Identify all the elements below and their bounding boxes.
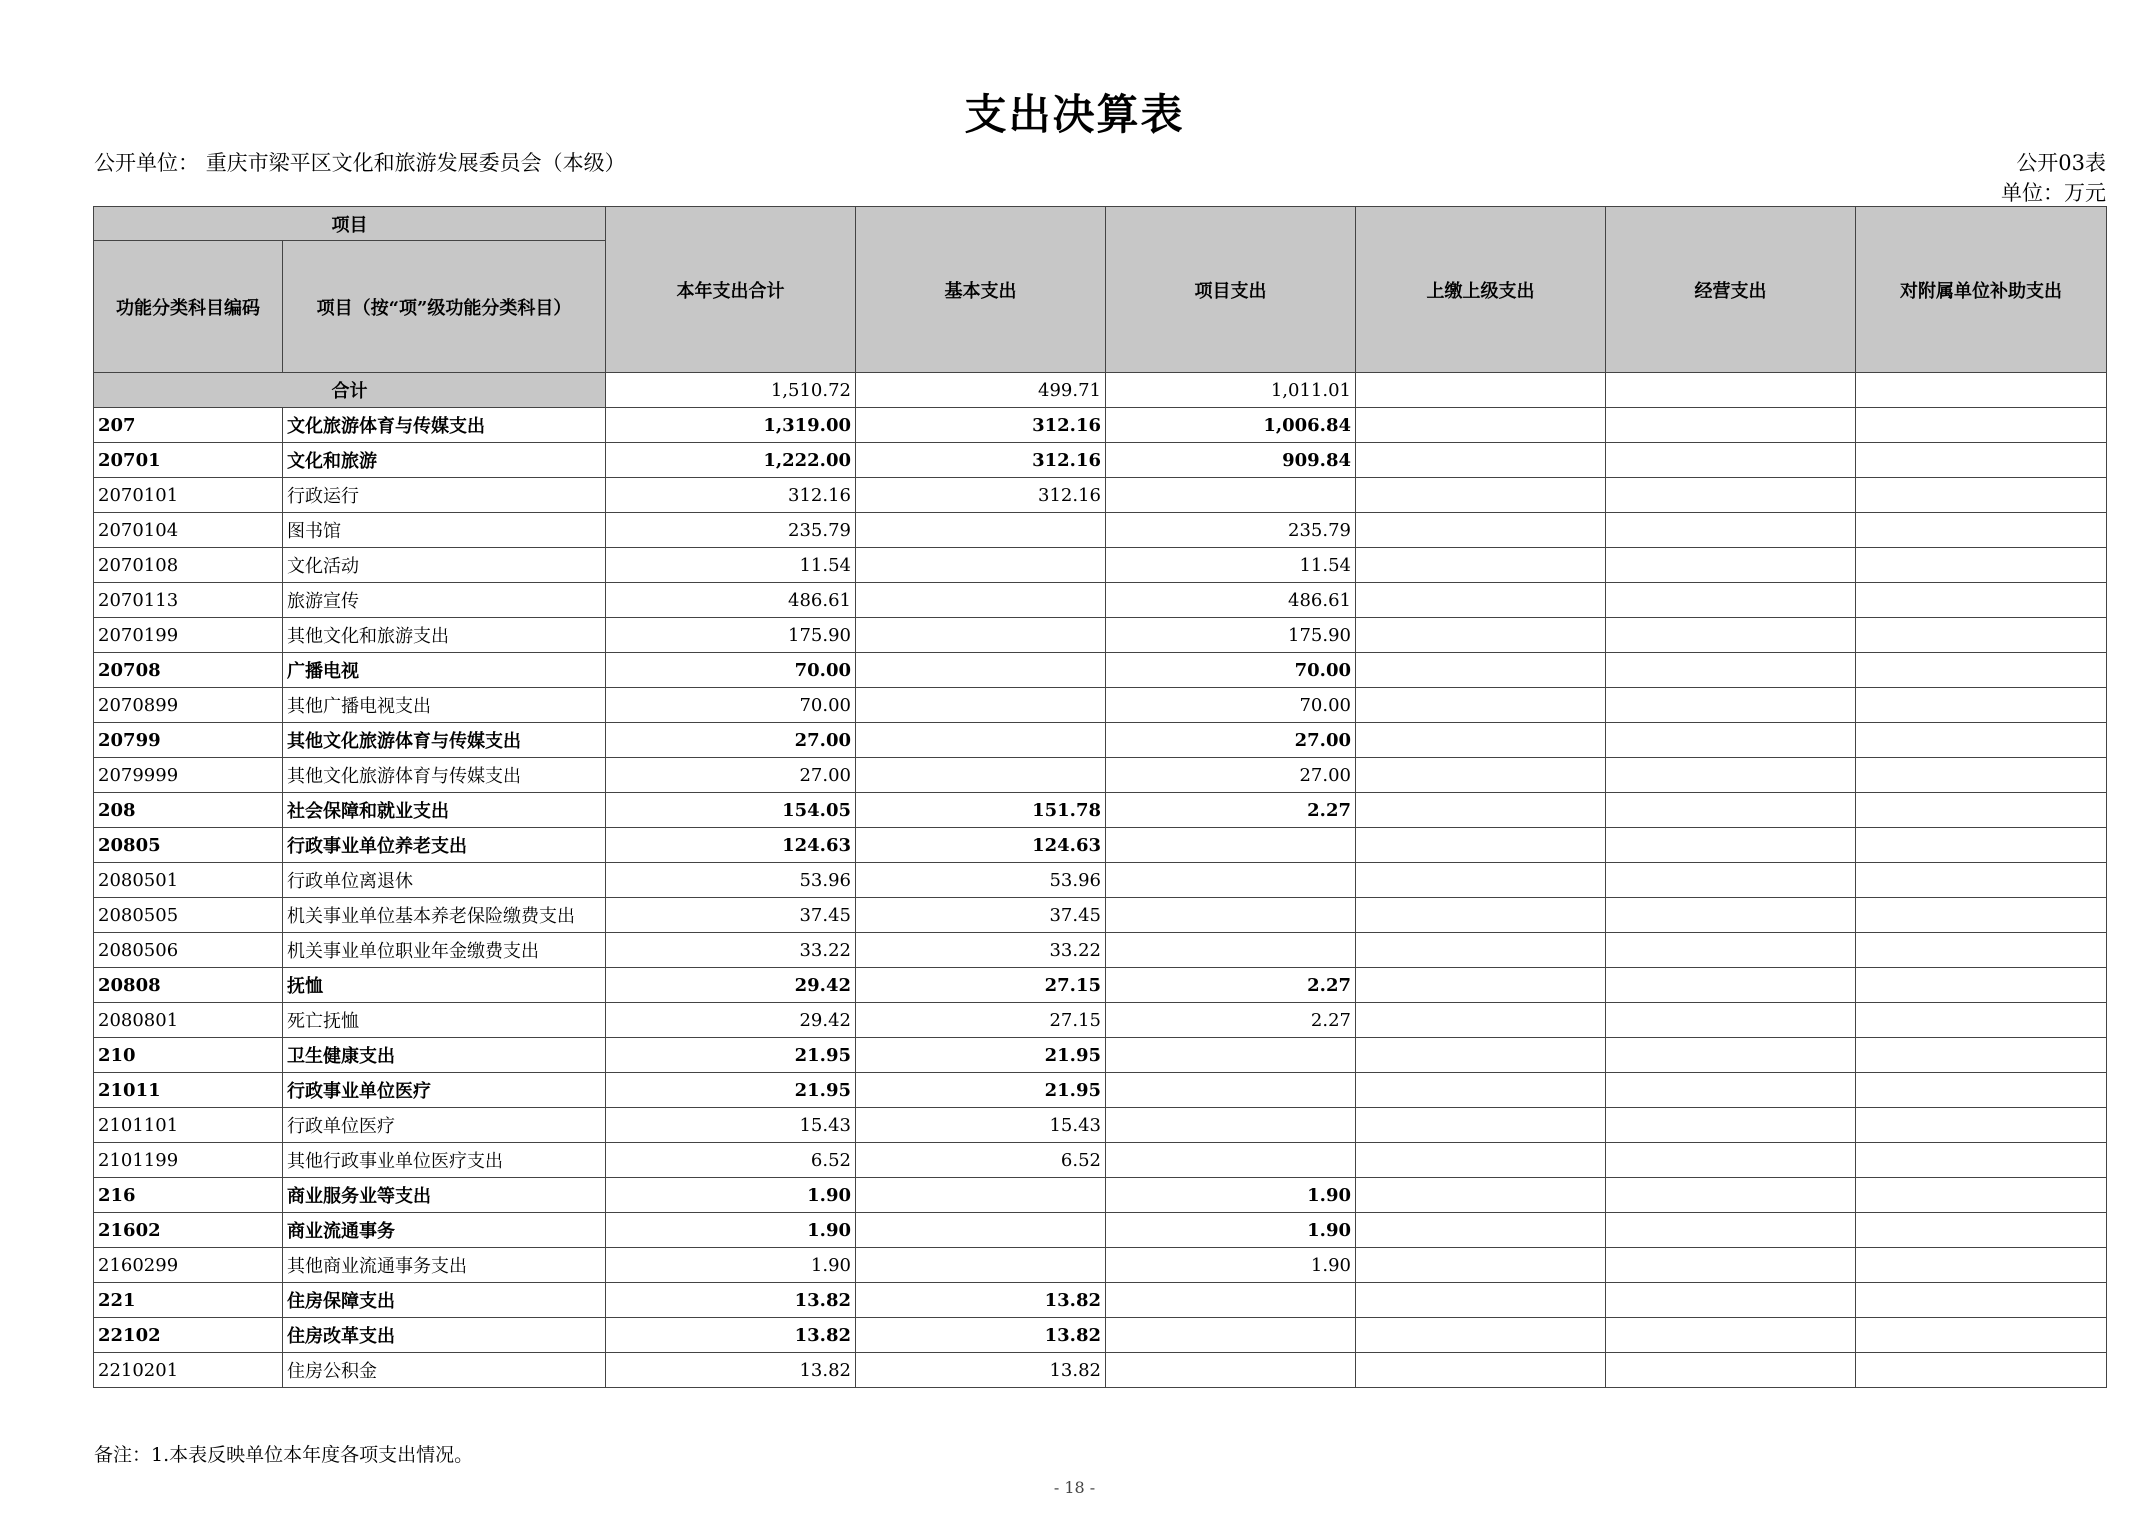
cell-code: 2160299	[94, 1248, 283, 1283]
cell-basic: 21.95	[856, 1038, 1106, 1073]
table-row	[94, 1178, 2107, 1213]
cell-code: 2080801	[94, 1003, 283, 1038]
header-project: 项目支出	[1106, 207, 1356, 373]
cell-business	[1606, 1318, 1856, 1353]
cell-name: 商业流通事务	[283, 1213, 606, 1248]
total-total: 1,510.72	[606, 373, 856, 408]
cell-basic	[856, 513, 1106, 548]
cell-subsidy	[1856, 408, 2107, 443]
cell-total: 1.90	[606, 1213, 856, 1248]
cell-project: 27.00	[1106, 723, 1356, 758]
cell-total: 1,319.00	[606, 408, 856, 443]
cell-project: 70.00	[1106, 688, 1356, 723]
cell-business	[1606, 443, 1856, 478]
cell-total: 6.52	[606, 1143, 856, 1178]
table-row	[94, 653, 2107, 688]
cell-subsidy	[1856, 793, 2107, 828]
cell-code: 2080505	[94, 898, 283, 933]
cell-business	[1606, 1003, 1856, 1038]
cell-upper	[1356, 1003, 1606, 1038]
cell-subsidy	[1856, 1178, 2107, 1213]
cell-total: 13.82	[606, 1353, 856, 1388]
cell-code: 2070104	[94, 513, 283, 548]
unit-name: 重庆市梁平区文化和旅游发展委员会（本级）	[205, 151, 626, 175]
cell-business	[1606, 758, 1856, 793]
cell-subsidy	[1856, 863, 2107, 898]
cell-code: 2070101	[94, 478, 283, 513]
cell-subsidy	[1856, 898, 2107, 933]
cell-name: 机关事业单位基本养老保险缴费支出	[283, 898, 606, 933]
total-project: 1,011.01	[1106, 373, 1356, 408]
cell-name: 文化旅游体育与传媒支出	[283, 408, 606, 443]
cell-project: 70.00	[1106, 653, 1356, 688]
table-row	[94, 723, 2107, 758]
cell-subsidy	[1856, 1283, 2107, 1318]
cell-subsidy	[1856, 1038, 2107, 1073]
cell-basic: 13.82	[856, 1353, 1106, 1388]
table-row	[94, 618, 2107, 653]
unit-label: 公开单位：	[94, 151, 199, 175]
cell-basic: 27.15	[856, 1003, 1106, 1038]
cell-code: 2080506	[94, 933, 283, 968]
table-row	[94, 408, 2107, 443]
cell-basic: 312.16	[856, 443, 1106, 478]
cell-subsidy	[1856, 1248, 2107, 1283]
cell-basic: 15.43	[856, 1108, 1106, 1143]
header-code: 功能分类科目编码	[94, 241, 283, 373]
cell-name: 行政事业单位医疗	[283, 1073, 606, 1108]
cell-name: 其他文化旅游体育与传媒支出	[283, 723, 606, 758]
cell-code: 2080501	[94, 863, 283, 898]
cell-name: 其他文化旅游体育与传媒支出	[283, 758, 606, 793]
cell-business	[1606, 1178, 1856, 1213]
cell-upper	[1356, 618, 1606, 653]
cell-upper	[1356, 758, 1606, 793]
cell-name: 图书馆	[283, 513, 606, 548]
cell-project: 486.61	[1106, 583, 1356, 618]
cell-project	[1106, 1038, 1356, 1073]
cell-total: 27.00	[606, 723, 856, 758]
expenditure-table	[93, 206, 2107, 1388]
cell-basic: 13.82	[856, 1318, 1106, 1353]
cell-name: 其他广播电视支出	[283, 688, 606, 723]
table-row	[94, 1003, 2107, 1038]
cell-name: 旅游宣传	[283, 583, 606, 618]
cell-name: 其他文化和旅游支出	[283, 618, 606, 653]
cell-upper	[1356, 793, 1606, 828]
cell-business	[1606, 513, 1856, 548]
cell-basic	[856, 583, 1106, 618]
cell-total: 13.82	[606, 1283, 856, 1318]
cell-subsidy	[1856, 723, 2107, 758]
cell-business	[1606, 898, 1856, 933]
cell-code: 20805	[94, 828, 283, 863]
cell-subsidy	[1856, 1073, 2107, 1108]
header-upper: 上缴上级支出	[1356, 207, 1606, 373]
cell-subsidy	[1856, 758, 2107, 793]
table-row	[94, 793, 2107, 828]
form-meta	[2001, 148, 2106, 208]
cell-subsidy	[1856, 548, 2107, 583]
cell-basic	[856, 758, 1106, 793]
cell-subsidy	[1856, 443, 2107, 478]
cell-total: 53.96	[606, 863, 856, 898]
cell-upper	[1356, 1108, 1606, 1143]
table-row	[94, 1213, 2107, 1248]
cell-project: 1,006.84	[1106, 408, 1356, 443]
table-row	[94, 443, 2107, 478]
cell-upper	[1356, 968, 1606, 1003]
cell-upper	[1356, 828, 1606, 863]
table-row	[94, 1143, 2107, 1178]
table-row	[94, 1318, 2107, 1353]
cell-business	[1606, 1143, 1856, 1178]
table-row	[94, 548, 2107, 583]
cell-total: 21.95	[606, 1038, 856, 1073]
cell-code: 2101199	[94, 1143, 283, 1178]
cell-subsidy	[1856, 583, 2107, 618]
cell-basic: 33.22	[856, 933, 1106, 968]
table-body	[94, 373, 2107, 1388]
cell-total: 235.79	[606, 513, 856, 548]
cell-project: 1.90	[1106, 1248, 1356, 1283]
cell-total: 312.16	[606, 478, 856, 513]
table-row	[94, 1108, 2107, 1143]
cell-basic	[856, 1178, 1106, 1213]
cell-name: 行政事业单位养老支出	[283, 828, 606, 863]
cell-total: 486.61	[606, 583, 856, 618]
cell-basic: 124.63	[856, 828, 1106, 863]
cell-project	[1106, 478, 1356, 513]
cell-project: 1.90	[1106, 1213, 1356, 1248]
cell-project: 909.84	[1106, 443, 1356, 478]
cell-project: 11.54	[1106, 548, 1356, 583]
cell-project: 175.90	[1106, 618, 1356, 653]
total-subsidy	[1856, 373, 2107, 408]
cell-business	[1606, 1353, 1856, 1388]
cell-basic: 53.96	[856, 863, 1106, 898]
cell-project: 2.27	[1106, 968, 1356, 1003]
total-business	[1606, 373, 1856, 408]
page-title: 支出决算表	[964, 90, 1185, 139]
cell-business	[1606, 408, 1856, 443]
cell-basic	[856, 688, 1106, 723]
cell-upper	[1356, 408, 1606, 443]
header-item: 项目	[94, 207, 606, 241]
cell-total: 29.42	[606, 1003, 856, 1038]
cell-name: 机关事业单位职业年金缴费支出	[283, 933, 606, 968]
cell-subsidy	[1856, 1213, 2107, 1248]
table-row	[94, 1038, 2107, 1073]
cell-project	[1106, 863, 1356, 898]
cell-code: 216	[94, 1178, 283, 1213]
cell-project: 1.90	[1106, 1178, 1356, 1213]
cell-project	[1106, 898, 1356, 933]
cell-basic: 151.78	[856, 793, 1106, 828]
cell-code: 2070108	[94, 548, 283, 583]
table-row	[94, 933, 2107, 968]
header-total: 本年支出合计	[606, 207, 856, 373]
cell-basic	[856, 653, 1106, 688]
cell-subsidy	[1856, 968, 2107, 1003]
cell-basic: 27.15	[856, 968, 1106, 1003]
cell-code: 20799	[94, 723, 283, 758]
cell-subsidy	[1856, 478, 2107, 513]
cell-upper	[1356, 1038, 1606, 1073]
cell-name: 行政单位医疗	[283, 1108, 606, 1143]
cell-subsidy	[1856, 1318, 2107, 1353]
table-row	[94, 583, 2107, 618]
cell-name: 其他行政事业单位医疗支出	[283, 1143, 606, 1178]
cell-upper	[1356, 1213, 1606, 1248]
cell-upper	[1356, 898, 1606, 933]
cell-upper	[1356, 583, 1606, 618]
cell-code: 2070113	[94, 583, 283, 618]
cell-upper	[1356, 688, 1606, 723]
cell-total: 1,222.00	[606, 443, 856, 478]
cell-upper	[1356, 513, 1606, 548]
cell-total: 13.82	[606, 1318, 856, 1353]
cell-code: 221	[94, 1283, 283, 1318]
cell-business	[1606, 478, 1856, 513]
cell-project	[1106, 933, 1356, 968]
cell-code: 207	[94, 408, 283, 443]
cell-name: 住房改革支出	[283, 1318, 606, 1353]
cell-upper	[1356, 1283, 1606, 1318]
table-row	[94, 1353, 2107, 1388]
cell-upper	[1356, 1248, 1606, 1283]
cell-name: 社会保障和就业支出	[283, 793, 606, 828]
table-note: 备注：1.本表反映单位本年度各项支出情况。	[94, 1444, 474, 1466]
cell-total: 175.90	[606, 618, 856, 653]
cell-basic: 6.52	[856, 1143, 1106, 1178]
cell-basic	[856, 1248, 1106, 1283]
cell-project	[1106, 1283, 1356, 1318]
cell-subsidy	[1856, 1003, 2107, 1038]
cell-upper	[1356, 653, 1606, 688]
cell-total: 29.42	[606, 968, 856, 1003]
cell-code: 20708	[94, 653, 283, 688]
cell-basic	[856, 618, 1106, 653]
cell-upper	[1356, 933, 1606, 968]
cell-name: 卫生健康支出	[283, 1038, 606, 1073]
currency-unit: 单位：万元	[2001, 181, 2106, 205]
cell-project	[1106, 1143, 1356, 1178]
cell-code: 21602	[94, 1213, 283, 1248]
cell-upper	[1356, 548, 1606, 583]
cell-project	[1106, 828, 1356, 863]
cell-subsidy	[1856, 653, 2107, 688]
header-subsidy: 对附属单位补助支出	[1856, 207, 2107, 373]
cell-business	[1606, 1248, 1856, 1283]
cell-code: 208	[94, 793, 283, 828]
cell-business	[1606, 1213, 1856, 1248]
cell-total: 1.90	[606, 1178, 856, 1213]
cell-project	[1106, 1073, 1356, 1108]
cell-name: 住房保障支出	[283, 1283, 606, 1318]
cell-total: 154.05	[606, 793, 856, 828]
table-row	[94, 758, 2107, 793]
cell-subsidy	[1856, 688, 2107, 723]
header-business: 经营支出	[1606, 207, 1856, 373]
cell-business	[1606, 723, 1856, 758]
cell-total: 70.00	[606, 688, 856, 723]
cell-total: 1.90	[606, 1248, 856, 1283]
cell-project: 2.27	[1106, 1003, 1356, 1038]
cell-business	[1606, 793, 1856, 828]
cell-project: 2.27	[1106, 793, 1356, 828]
cell-business	[1606, 1073, 1856, 1108]
cell-name: 行政运行	[283, 478, 606, 513]
cell-total: 27.00	[606, 758, 856, 793]
cell-project	[1106, 1353, 1356, 1388]
cell-total: 11.54	[606, 548, 856, 583]
cell-code: 20808	[94, 968, 283, 1003]
total-upper	[1356, 373, 1606, 408]
total-row	[94, 373, 2107, 408]
cell-basic: 37.45	[856, 898, 1106, 933]
cell-code: 2079999	[94, 758, 283, 793]
table-row	[94, 1073, 2107, 1108]
total-basic: 499.71	[856, 373, 1106, 408]
table-row	[94, 1283, 2107, 1318]
cell-business	[1606, 653, 1856, 688]
cell-name: 商业服务业等支出	[283, 1178, 606, 1213]
cell-total: 15.43	[606, 1108, 856, 1143]
total-label: 合计	[94, 373, 606, 408]
table-row	[94, 1248, 2107, 1283]
cell-subsidy	[1856, 828, 2107, 863]
cell-basic: 312.16	[856, 478, 1106, 513]
cell-code: 21011	[94, 1073, 283, 1108]
header-basic: 基本支出	[856, 207, 1106, 373]
cell-business	[1606, 548, 1856, 583]
cell-subsidy	[1856, 618, 2107, 653]
cell-name: 抚恤	[283, 968, 606, 1003]
cell-total: 70.00	[606, 653, 856, 688]
cell-name: 其他商业流通事务支出	[283, 1248, 606, 1283]
cell-subsidy	[1856, 513, 2107, 548]
cell-basic	[856, 548, 1106, 583]
cell-code: 2101101	[94, 1108, 283, 1143]
cell-upper	[1356, 1073, 1606, 1108]
cell-code: 20701	[94, 443, 283, 478]
cell-name: 文化活动	[283, 548, 606, 583]
header-name: 项目（按“项”级功能分类科目）	[283, 241, 606, 373]
cell-business	[1606, 688, 1856, 723]
cell-upper	[1356, 1353, 1606, 1388]
cell-total: 21.95	[606, 1073, 856, 1108]
cell-business	[1606, 618, 1856, 653]
form-number: 公开03表	[2016, 151, 2106, 175]
cell-basic: 13.82	[856, 1283, 1106, 1318]
cell-basic	[856, 723, 1106, 758]
cell-upper	[1356, 1318, 1606, 1353]
table-row	[94, 513, 2107, 548]
cell-code: 2070899	[94, 688, 283, 723]
cell-business	[1606, 1108, 1856, 1143]
table-row	[94, 898, 2107, 933]
cell-project: 27.00	[1106, 758, 1356, 793]
cell-code: 2070199	[94, 618, 283, 653]
cell-project	[1106, 1108, 1356, 1143]
cell-name: 广播电视	[283, 653, 606, 688]
table-row	[94, 478, 2107, 513]
cell-basic: 21.95	[856, 1073, 1106, 1108]
cell-business	[1606, 968, 1856, 1003]
cell-name: 文化和旅游	[283, 443, 606, 478]
cell-business	[1606, 863, 1856, 898]
cell-business	[1606, 1038, 1856, 1073]
cell-basic: 312.16	[856, 408, 1106, 443]
table-row	[94, 863, 2107, 898]
cell-name: 死亡抚恤	[283, 1003, 606, 1038]
cell-subsidy	[1856, 1353, 2107, 1388]
cell-subsidy	[1856, 1108, 2107, 1143]
cell-upper	[1356, 1178, 1606, 1213]
table-row	[94, 688, 2107, 723]
cell-code: 2210201	[94, 1353, 283, 1388]
cell-upper	[1356, 443, 1606, 478]
cell-subsidy	[1856, 1143, 2107, 1178]
cell-total: 33.22	[606, 933, 856, 968]
cell-name: 行政单位离退休	[283, 863, 606, 898]
cell-upper	[1356, 478, 1606, 513]
cell-name: 住房公积金	[283, 1353, 606, 1388]
table-row	[94, 828, 2107, 863]
cell-basic	[856, 1213, 1106, 1248]
table-row	[94, 968, 2107, 1003]
cell-business	[1606, 1283, 1856, 1318]
cell-business	[1606, 828, 1856, 863]
cell-business	[1606, 933, 1856, 968]
page-number: - 18 -	[1053, 1478, 1096, 1497]
cell-subsidy	[1856, 933, 2107, 968]
cell-project	[1106, 1318, 1356, 1353]
cell-total: 124.63	[606, 828, 856, 863]
cell-project: 235.79	[1106, 513, 1356, 548]
cell-upper	[1356, 1143, 1606, 1178]
reporting-unit	[94, 148, 634, 178]
cell-code: 22102	[94, 1318, 283, 1353]
cell-total: 37.45	[606, 898, 856, 933]
cell-upper	[1356, 863, 1606, 898]
cell-business	[1606, 583, 1856, 618]
cell-code: 210	[94, 1038, 283, 1073]
cell-upper	[1356, 723, 1606, 758]
